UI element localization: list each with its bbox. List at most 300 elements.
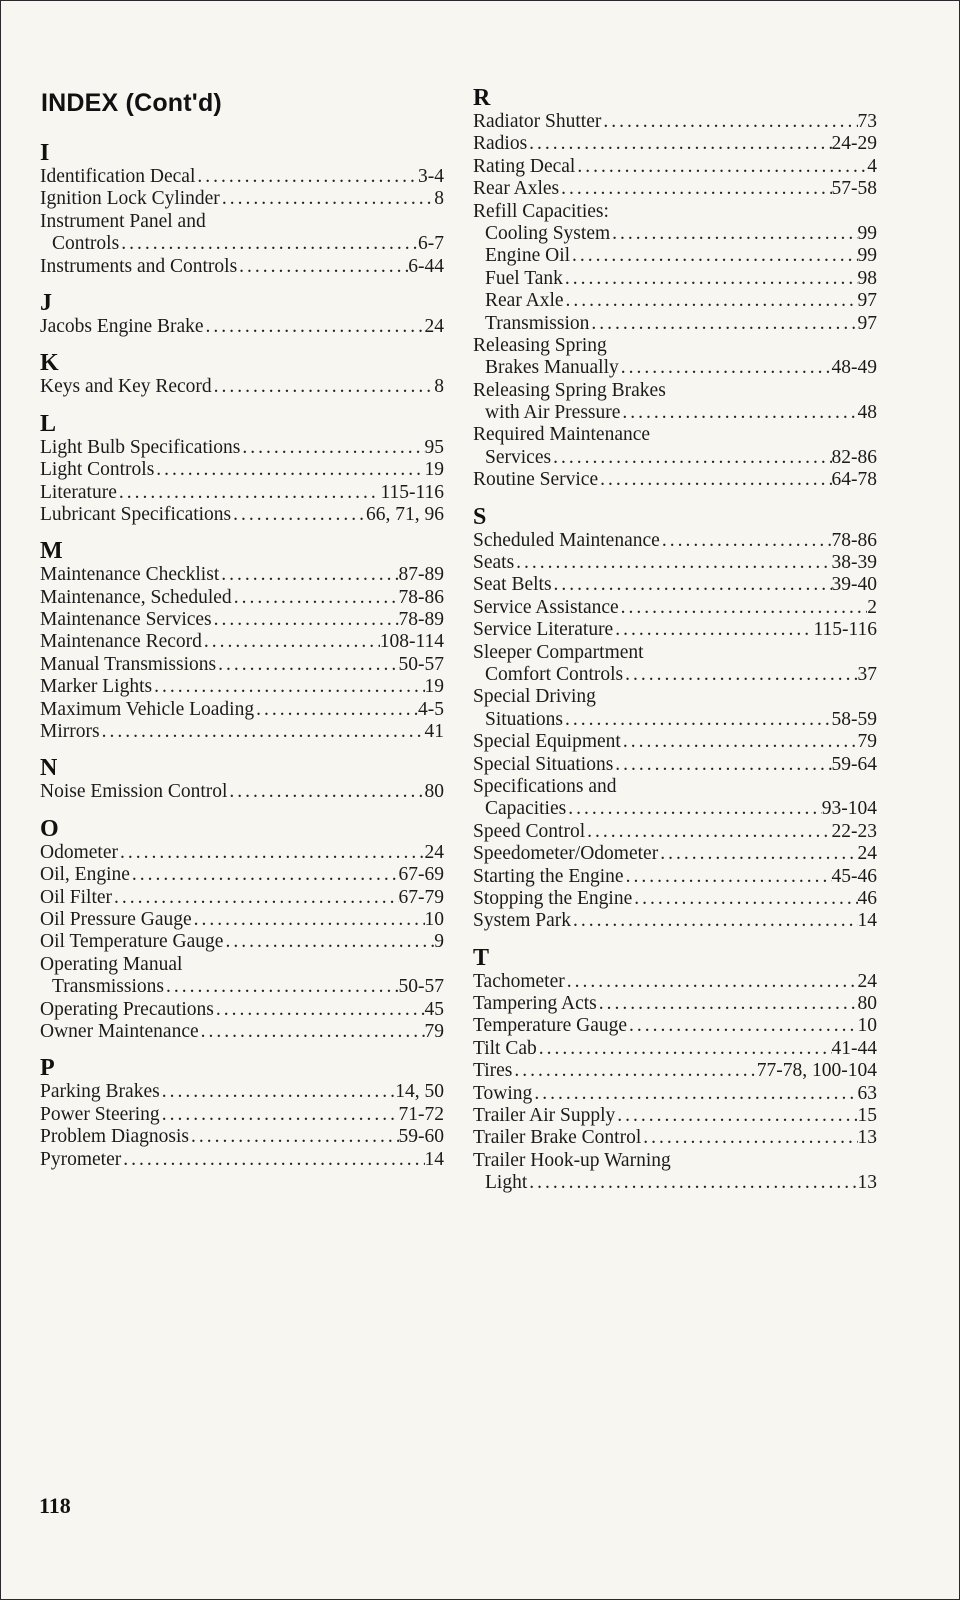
entry-row bbox=[473, 993, 877, 1015]
entry-text: Special Driving bbox=[473, 686, 596, 708]
index-entry bbox=[40, 482, 444, 504]
page-number: 118 bbox=[39, 1493, 71, 1518]
dot-leader bbox=[195, 166, 418, 188]
index-entry bbox=[40, 631, 444, 653]
page-reference: 82-86 bbox=[831, 446, 877, 468]
dot-leader bbox=[559, 178, 831, 200]
entry-text: Lubricant Specifications bbox=[40, 503, 232, 525]
dot-leader bbox=[227, 781, 424, 803]
index-entry bbox=[40, 1126, 444, 1148]
page-reference: 59-64 bbox=[831, 753, 877, 775]
index-entry bbox=[40, 1104, 444, 1126]
dot-leader bbox=[119, 233, 418, 255]
index-entry bbox=[473, 888, 877, 910]
entry-text: Jacobs Engine Brake bbox=[40, 315, 204, 337]
dot-leader bbox=[613, 619, 813, 641]
entry-text: Brakes Manually bbox=[485, 357, 619, 379]
index-entry bbox=[473, 1127, 877, 1149]
dot-leader bbox=[537, 1038, 832, 1060]
entry-text: Releasing Spring Brakes bbox=[473, 379, 666, 401]
entry-row bbox=[473, 156, 877, 178]
entry-row bbox=[40, 721, 444, 743]
entry-row bbox=[40, 1104, 444, 1126]
dot-leader bbox=[610, 223, 857, 245]
entry-row bbox=[473, 223, 877, 245]
entry-text: Instrument Panel and bbox=[40, 210, 206, 232]
entry-text: Routine Service bbox=[473, 469, 599, 491]
entry-row bbox=[473, 178, 877, 200]
entry-row bbox=[40, 976, 444, 998]
index-entry bbox=[473, 268, 877, 290]
section-letter: L bbox=[40, 410, 57, 437]
entry-line bbox=[473, 380, 877, 402]
dot-leader bbox=[601, 111, 857, 133]
index-entry bbox=[40, 1081, 444, 1103]
dot-leader bbox=[237, 256, 408, 278]
dot-leader bbox=[112, 887, 398, 909]
entry-text: Trailer Brake Control bbox=[473, 1127, 642, 1149]
entry-row bbox=[40, 654, 444, 676]
entry-row bbox=[40, 233, 444, 255]
page-reference: 48 bbox=[857, 402, 877, 424]
entry-row bbox=[40, 676, 444, 698]
page-reference: 63 bbox=[857, 1082, 877, 1104]
page-reference: 99 bbox=[857, 222, 877, 244]
index-entry bbox=[40, 654, 444, 676]
entry-text: Special Equipment bbox=[473, 731, 621, 753]
entry-line bbox=[473, 335, 877, 357]
dot-leader bbox=[551, 447, 831, 469]
page-reference: 4 bbox=[867, 155, 877, 177]
page-reference: 10 bbox=[424, 908, 444, 930]
entry-text: Ignition Lock Cylinder bbox=[40, 188, 220, 210]
page-reference: 13 bbox=[857, 1127, 877, 1149]
entry-text: Speedometer/Odometer bbox=[473, 843, 659, 865]
entry-text: Cooling System bbox=[485, 222, 611, 244]
entry-text: Fuel Tank bbox=[485, 267, 563, 289]
page-reference: 14 bbox=[857, 910, 877, 932]
index-entry bbox=[40, 909, 444, 931]
entry-row bbox=[40, 999, 444, 1021]
entry-text: Maintenance Services bbox=[40, 609, 212, 631]
entry-line bbox=[473, 201, 877, 223]
entry-row bbox=[473, 754, 877, 776]
entry-text: Mirrors bbox=[40, 721, 100, 743]
index-entry bbox=[473, 619, 877, 641]
entry-row bbox=[473, 447, 877, 469]
dot-leader bbox=[632, 888, 857, 910]
entry-text: Specifications and bbox=[473, 775, 617, 797]
index-entry bbox=[40, 564, 444, 586]
entry-row bbox=[473, 357, 877, 379]
dot-leader bbox=[164, 976, 399, 998]
index-section bbox=[473, 945, 877, 1195]
dot-leader bbox=[514, 552, 831, 574]
entry-text: Transmission bbox=[485, 312, 590, 334]
entry-text: Literature bbox=[40, 481, 117, 503]
index-section bbox=[40, 755, 444, 803]
dot-leader bbox=[527, 133, 831, 155]
index-section bbox=[473, 504, 877, 933]
entry-row bbox=[473, 313, 877, 335]
index-entry bbox=[40, 699, 444, 721]
entry-row bbox=[473, 1060, 877, 1082]
page-reference: 15 bbox=[857, 1105, 877, 1127]
page-reference: 24 bbox=[424, 315, 444, 337]
dot-leader bbox=[589, 313, 857, 335]
index-entry bbox=[473, 574, 877, 596]
entry-text: Transmissions bbox=[52, 976, 164, 998]
entry-row bbox=[40, 482, 444, 504]
entry-row bbox=[40, 1149, 444, 1171]
entry-text: Rear Axles bbox=[473, 178, 560, 200]
index-entry bbox=[473, 1038, 877, 1060]
dot-leader bbox=[620, 402, 857, 424]
entry-line bbox=[40, 954, 444, 976]
section-letter: I bbox=[40, 140, 50, 166]
entry-row bbox=[40, 564, 444, 586]
index-entry bbox=[473, 133, 877, 155]
entry-row bbox=[473, 664, 877, 686]
entry-text: Operating Precautions bbox=[40, 998, 214, 1020]
entry-text: Tampering Acts bbox=[473, 993, 597, 1015]
index-entry bbox=[40, 256, 444, 278]
index-entry bbox=[40, 931, 444, 953]
dot-leader bbox=[154, 459, 424, 481]
dot-leader bbox=[189, 1126, 399, 1148]
index-entry bbox=[40, 999, 444, 1021]
entry-row bbox=[40, 699, 444, 721]
entry-row bbox=[473, 731, 877, 753]
entry-text: Light Bulb Specifications bbox=[40, 436, 241, 458]
index-column-right bbox=[473, 85, 877, 1195]
dot-leader bbox=[552, 574, 832, 596]
index-entry bbox=[473, 1105, 877, 1127]
entry-text: Seat Belts bbox=[473, 574, 552, 596]
page-reference: 115-116 bbox=[380, 481, 444, 503]
entry-row bbox=[40, 631, 444, 653]
entry-text: Radiator Shutter bbox=[473, 111, 602, 132]
entry-text: Special Situations bbox=[473, 753, 614, 775]
index-entry bbox=[473, 178, 877, 200]
entry-text: Maintenance, Scheduled bbox=[40, 586, 232, 608]
page-reference: 93-104 bbox=[821, 798, 877, 820]
index-entry bbox=[473, 597, 877, 619]
dot-leader bbox=[619, 357, 832, 379]
entry-row bbox=[473, 1083, 877, 1105]
index-section bbox=[40, 1055, 444, 1171]
entry-text: Power Steering bbox=[40, 1103, 160, 1125]
entry-text: Rating Decal bbox=[473, 155, 576, 177]
entry-row bbox=[473, 971, 877, 993]
entry-text: Marker Lights bbox=[40, 676, 153, 698]
entry-line bbox=[40, 211, 444, 233]
index-entry bbox=[40, 316, 444, 338]
index-entry bbox=[473, 993, 877, 1015]
dot-leader bbox=[212, 376, 435, 398]
entry-text: Light Controls bbox=[40, 459, 155, 481]
entry-row bbox=[473, 1015, 877, 1037]
index-entry bbox=[473, 290, 877, 312]
entry-text: Trailer Hook-up Warning bbox=[473, 1149, 671, 1171]
entry-row bbox=[40, 1021, 444, 1043]
index-section bbox=[40, 411, 444, 527]
entry-row bbox=[473, 821, 877, 843]
index-entry bbox=[473, 201, 877, 246]
entry-row bbox=[473, 245, 877, 267]
page-reference: 59-60 bbox=[398, 1126, 444, 1148]
dot-leader bbox=[204, 316, 425, 338]
dot-leader bbox=[660, 530, 832, 552]
page-reference: 24 bbox=[424, 841, 444, 863]
dot-leader bbox=[512, 1060, 756, 1082]
page-reference: 41 bbox=[424, 721, 444, 743]
index-entry bbox=[473, 776, 877, 821]
entry-text: Identification Decal bbox=[40, 166, 196, 187]
page-reference: 6-7 bbox=[418, 233, 444, 255]
dot-leader bbox=[585, 821, 831, 843]
dot-leader bbox=[192, 909, 425, 931]
entry-text: Manual Transmissions bbox=[40, 653, 217, 675]
entry-row bbox=[40, 376, 444, 398]
page-reference: 4-5 bbox=[418, 698, 444, 720]
entry-row bbox=[40, 609, 444, 631]
entry-text: Releasing Spring bbox=[473, 334, 607, 356]
index-entry bbox=[40, 1149, 444, 1171]
entry-line bbox=[473, 776, 877, 798]
dot-leader bbox=[130, 864, 399, 886]
dot-leader bbox=[615, 1105, 857, 1127]
page-reference: 80 bbox=[424, 781, 444, 803]
dot-leader bbox=[621, 731, 858, 753]
section-letter: S bbox=[473, 503, 487, 530]
entry-text: Oil Filter bbox=[40, 886, 113, 908]
dot-leader bbox=[527, 1172, 857, 1194]
entry-text: Maintenance Record bbox=[40, 631, 202, 653]
page-reference: 24-29 bbox=[831, 133, 877, 155]
index-entry bbox=[473, 313, 877, 335]
page-reference: 50-57 bbox=[398, 976, 444, 998]
page-reference: 50-57 bbox=[398, 653, 444, 675]
page-reference: 19 bbox=[424, 459, 444, 481]
index-section bbox=[40, 538, 444, 743]
entry-text: Rear Axle bbox=[485, 290, 564, 312]
index-entry bbox=[40, 887, 444, 909]
page-reference: 79 bbox=[424, 1020, 444, 1042]
entry-row bbox=[40, 188, 444, 210]
entry-row bbox=[473, 619, 877, 641]
dot-leader bbox=[641, 1127, 857, 1149]
page-reference: 3-4 bbox=[418, 166, 444, 187]
index-entry bbox=[473, 731, 877, 753]
page-reference: 78-86 bbox=[398, 586, 444, 608]
entry-text: Problem Diagnosis bbox=[40, 1126, 189, 1148]
entry-text: Parking Brakes bbox=[40, 1081, 160, 1103]
page-reference: 14, 50 bbox=[395, 1081, 444, 1103]
entry-row bbox=[473, 888, 877, 910]
entry-row bbox=[473, 843, 877, 865]
dot-leader bbox=[152, 676, 424, 698]
index-section bbox=[40, 350, 444, 398]
page-reference: 2 bbox=[867, 596, 877, 618]
page-reference: 87-89 bbox=[398, 564, 444, 586]
index-entry bbox=[473, 1015, 877, 1037]
page-reference: 80 bbox=[857, 993, 877, 1015]
entry-row bbox=[40, 459, 444, 481]
entry-text: Odometer bbox=[40, 841, 118, 863]
index-entry bbox=[473, 552, 877, 574]
entry-row bbox=[473, 552, 877, 574]
entry-row bbox=[473, 798, 877, 820]
section-letter: T bbox=[473, 944, 490, 971]
dot-leader bbox=[231, 504, 366, 526]
page-reference: 108-114 bbox=[379, 631, 444, 653]
index-entry bbox=[473, 843, 877, 865]
entry-row bbox=[40, 842, 444, 864]
dot-leader bbox=[232, 587, 399, 609]
entry-text: Scheduled Maintenance bbox=[473, 529, 660, 551]
index-entry bbox=[40, 954, 444, 999]
index-entry bbox=[40, 211, 444, 256]
entry-row bbox=[473, 402, 877, 424]
index-entry bbox=[473, 910, 877, 932]
dot-leader bbox=[619, 597, 868, 619]
entry-row bbox=[473, 530, 877, 552]
index-entry bbox=[40, 609, 444, 631]
page-reference: 9 bbox=[434, 931, 444, 953]
dot-leader bbox=[566, 798, 822, 820]
entry-line bbox=[473, 686, 877, 708]
index-entry bbox=[473, 866, 877, 888]
page-reference: 39-40 bbox=[831, 574, 877, 596]
section-letter: K bbox=[40, 350, 59, 377]
entry-text: Light bbox=[485, 1172, 528, 1194]
page-title: INDEX (Cont'd) bbox=[41, 89, 222, 117]
index-entry bbox=[473, 156, 877, 178]
entry-text: Stopping the Engine bbox=[473, 887, 633, 909]
index-entry bbox=[473, 971, 877, 993]
entry-text: Tachometer bbox=[473, 970, 565, 992]
dot-leader bbox=[216, 654, 398, 676]
dot-leader bbox=[254, 699, 418, 721]
dot-leader bbox=[214, 999, 425, 1021]
index-entry bbox=[40, 1021, 444, 1043]
dot-leader bbox=[121, 1149, 424, 1171]
page-reference: 98 bbox=[857, 267, 877, 289]
index-entry bbox=[473, 530, 877, 552]
dot-leader bbox=[212, 609, 399, 631]
index-entry bbox=[473, 1060, 877, 1082]
index-entry bbox=[40, 376, 444, 398]
page-reference: 78-89 bbox=[398, 609, 444, 631]
entry-text: Controls bbox=[52, 233, 120, 255]
index-entry bbox=[40, 864, 444, 886]
section-letter: R bbox=[473, 85, 491, 111]
page-reference: 66, 71, 96 bbox=[366, 503, 444, 525]
page-reference: 67-69 bbox=[398, 864, 444, 886]
index-entry bbox=[40, 721, 444, 743]
entry-text: Noise Emission Control bbox=[40, 781, 228, 803]
entry-row bbox=[40, 256, 444, 278]
page-reference: 97 bbox=[857, 290, 877, 312]
entry-text: Required Maintenance bbox=[473, 424, 651, 446]
entry-text: Temperature Gauge bbox=[473, 1015, 628, 1037]
page-reference: 37 bbox=[857, 663, 877, 685]
entry-row bbox=[473, 111, 877, 133]
page-reference: 45-46 bbox=[831, 865, 877, 887]
page-reference: 79 bbox=[857, 731, 877, 753]
entry-text: Situations bbox=[485, 708, 564, 730]
entry-text: Owner Maintenance bbox=[40, 1020, 199, 1042]
entry-text: Speed Control bbox=[473, 820, 586, 842]
index-entry bbox=[473, 686, 877, 731]
entry-row bbox=[40, 887, 444, 909]
entry-text: with Air Pressure bbox=[485, 402, 621, 424]
entry-line bbox=[473, 642, 877, 664]
entry-text: Maximum Vehicle Loading bbox=[40, 698, 255, 720]
index-entry bbox=[473, 335, 877, 380]
dot-leader bbox=[598, 469, 831, 491]
page-reference: 24 bbox=[857, 843, 877, 865]
dot-leader bbox=[202, 631, 380, 653]
index-entry bbox=[40, 188, 444, 210]
page-reference: 14 bbox=[424, 1148, 444, 1170]
dot-leader bbox=[563, 268, 858, 290]
entry-row bbox=[473, 1105, 877, 1127]
entry-text: Service Assistance bbox=[473, 596, 619, 618]
entry-text: Towing bbox=[473, 1082, 533, 1104]
dot-leader bbox=[571, 910, 857, 932]
index-entry bbox=[473, 380, 877, 425]
entry-text: Maintenance Checklist bbox=[40, 564, 220, 586]
index-section bbox=[40, 140, 444, 278]
page-reference: 71-72 bbox=[398, 1103, 444, 1125]
entry-row bbox=[40, 437, 444, 459]
page-reference: 24 bbox=[857, 970, 877, 992]
index-entry bbox=[40, 166, 444, 188]
entry-row bbox=[473, 268, 877, 290]
entry-row bbox=[40, 587, 444, 609]
entry-text: Instruments and Controls bbox=[40, 255, 238, 277]
index-entry bbox=[40, 587, 444, 609]
entry-row bbox=[40, 1126, 444, 1148]
index-entry bbox=[473, 642, 877, 687]
entry-row bbox=[40, 931, 444, 953]
page-reference: 97 bbox=[857, 312, 877, 334]
dot-leader bbox=[118, 842, 425, 864]
entry-row bbox=[473, 597, 877, 619]
index-section bbox=[473, 85, 877, 492]
dot-leader bbox=[627, 1015, 857, 1037]
dot-leader bbox=[199, 1021, 425, 1043]
page-reference: 13 bbox=[857, 1172, 877, 1194]
page-reference: 58-59 bbox=[831, 708, 877, 730]
dot-leader bbox=[564, 290, 858, 312]
page-reference: 41-44 bbox=[831, 1037, 877, 1059]
index-entry bbox=[473, 1083, 877, 1105]
entry-text: Pyrometer bbox=[40, 1148, 122, 1170]
section-letter: M bbox=[40, 538, 63, 565]
page-reference: 46 bbox=[857, 887, 877, 909]
index-section bbox=[40, 290, 444, 338]
entry-row bbox=[40, 781, 444, 803]
dot-leader bbox=[160, 1081, 396, 1103]
dot-leader bbox=[623, 664, 857, 686]
page-reference: 48-49 bbox=[831, 357, 877, 379]
page-reference: 8 bbox=[434, 188, 444, 210]
entry-row bbox=[473, 1038, 877, 1060]
dot-leader bbox=[219, 564, 398, 586]
